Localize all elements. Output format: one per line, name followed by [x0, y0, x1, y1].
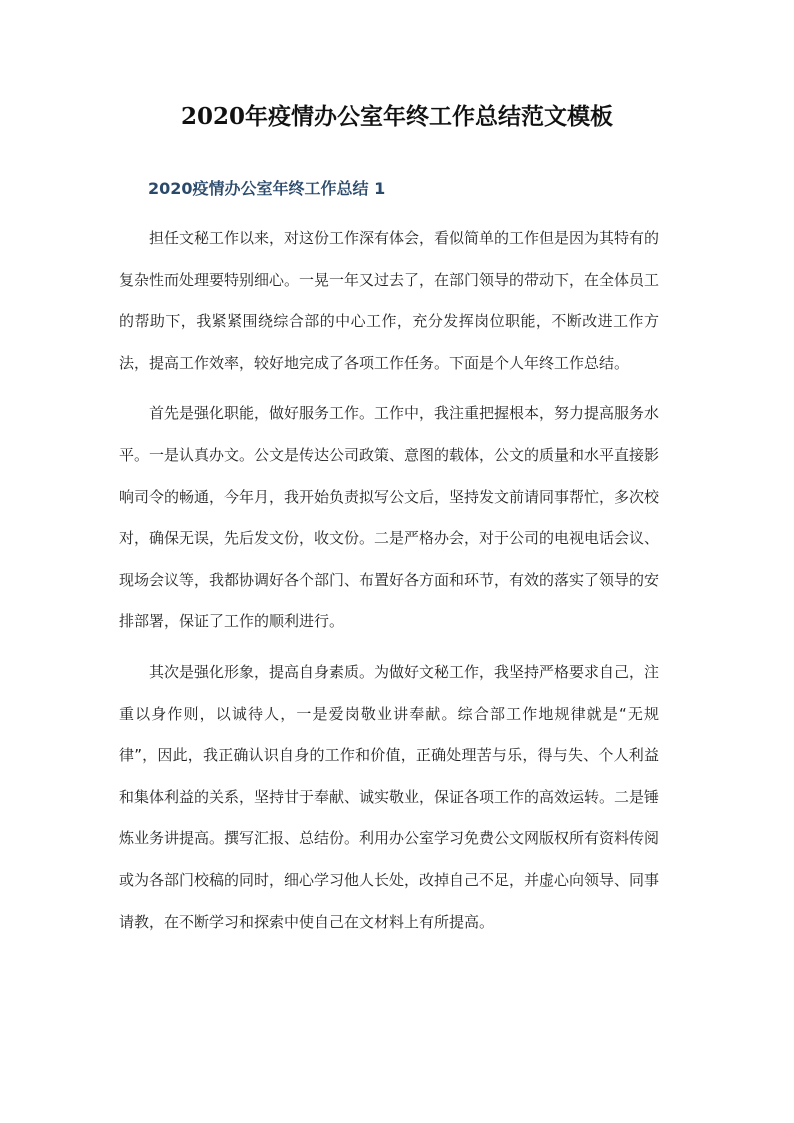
- document-title: 2020年疫情办公室年终工作总结范文模板: [180, 103, 613, 130]
- document-body: [119, 218, 659, 952]
- section-heading: 2020疫情办公室年终工作总结 1: [148, 179, 386, 198]
- paragraph-2: 首先是强化职能，做好服务工作。工作中，我注重把握根本，努力提高服务水平。一是认真办文。公文是传达公司政策、意图的载体，公文的质量和水平直接影响司令的畅通，今年月，我开始负责拟写公文后，坚持发文前请同事帮忙，多次校对，确保无误，先后发文份，收文份。二是严格办会，对于公司的电视电话会议、现场会议等，我都协调好各个部门、布置好各方面和环节，有效的落实了领导的安排部署，保证了工作的顺利进行。: [119, 404, 660, 631]
- paragraph-1: 担任文秘工作以来，对这份工作深有体会，看似简单的工作但是因为其特有的复杂性而处理要特别细心。一晃一年又过去了，在部门领导的带动下，在全体员工的帮助下，我紧紧围绕综合部的中心工作，充分发挥岗位职能，不断改进工作方法，提高工作效率，较好地完成了各项工作任务。下面是个人年终工作总结。: [119, 229, 660, 372]
- paragraph-3: 其次是强化形象，提高自身素质。为做好文秘工作，我坚持严格要求自己，注重以身作则，以诚待人，一是爱岗敬业讲奉献。综合部工作地规律就是“无规律”，因此，我正确认识自身的工作和价值，正确处理苦与乐，得与失、个人利益和集体利益的关系，坚持甘于奉献、诚实敬业，保证各项工作的高效运转。二是锤炼业务讲提高。撰写汇报、总结份。利用办公室学习免费公文网版权所有资料传阅或为各部门校稿的同时，细心学习他人长处，改掉自己不足，并虚心向领导、同事请教，在不断学习和探索中使自己在文材料上有所提高。: [119, 662, 660, 931]
